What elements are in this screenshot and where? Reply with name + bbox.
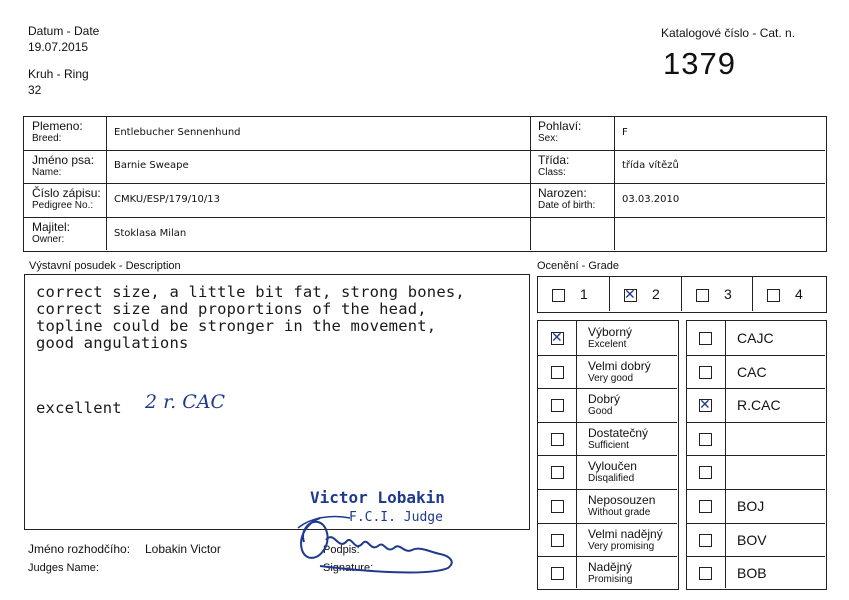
result-handwritten: 2 r. CAC (145, 391, 225, 413)
description-label: Výstavní posudek - Description (29, 260, 181, 272)
check-mark-icon: ✕ (699, 396, 711, 413)
place-3-label: 3 (724, 286, 732, 302)
title-label: R.CAC (737, 397, 781, 414)
qualification-checkbox[interactable] (551, 534, 564, 547)
qualification-grid (537, 320, 679, 590)
sex-label: Pohlaví: Sex: (538, 119, 582, 144)
description-box (24, 274, 530, 530)
qualification-label-en: Disqalified (588, 473, 635, 485)
catalog-label: Katalogové číslo - Cat. n. (661, 26, 796, 40)
qualification-label-en: Excelent (588, 339, 627, 350)
result-typed: excellent (36, 399, 122, 417)
description-line-4: good angulations (36, 334, 189, 352)
placement-row (537, 276, 827, 313)
qualification-label-en: Very good (588, 372, 634, 384)
qualification-label-en: Good (588, 406, 613, 418)
check-mark-icon: ✕ (551, 329, 563, 345)
date-label: Datum - Date (28, 24, 100, 38)
catalog-number: 1379 (663, 46, 736, 81)
qualification-label (588, 360, 651, 384)
description-line-3: topline could be stronger in the movement, (36, 317, 437, 335)
qualification-label-cz: Velmi dobrý (588, 358, 651, 373)
place-2-checkbox[interactable] (624, 286, 637, 302)
qualification-checkbox[interactable] (551, 399, 564, 412)
qualification-label (588, 393, 620, 417)
description-line-2: correct size and proportions of the head, (36, 300, 427, 318)
class-label: Třída: Class: (538, 153, 570, 178)
title-checkbox[interactable] (699, 433, 712, 446)
qualification-label-cz: Velmi nadějný (588, 526, 663, 541)
birth-label: Narozen: Date of birth: (538, 186, 596, 211)
check-mark-icon: ✕ (624, 286, 636, 302)
qualification-checkbox[interactable] (551, 366, 564, 379)
qualification-label-cz: Neposouzen (588, 493, 656, 507)
title-checkbox[interactable] (699, 466, 712, 479)
class-value: třída vítězů (622, 160, 679, 171)
qualification-checkbox[interactable] (551, 500, 564, 513)
description-line-1: correct size, a little bit fat, strong bones, (36, 283, 465, 301)
qualification-label-cz: Vyloučen (588, 459, 637, 474)
qualification-checkbox[interactable] (551, 466, 564, 479)
judge-name-label-en: Judges Name: (28, 562, 99, 574)
qualification-label-cz: Nadějný (588, 560, 633, 575)
title-label: CAC (737, 363, 767, 380)
owner-value: Stoklasa Milan (114, 228, 187, 239)
qualification-label (588, 460, 637, 484)
title-checkbox[interactable] (699, 567, 712, 580)
signature-label-en: Signature: (323, 562, 374, 574)
place-2-label: 2 (652, 286, 660, 302)
grade-label: Ocenění - Grade (537, 260, 619, 272)
judge-signature (280, 500, 470, 580)
owner-label: Majitel: Owner: (32, 220, 71, 245)
judge-stamp-title: F.C.I. Judge (349, 510, 443, 525)
title-checkbox[interactable] (699, 534, 712, 547)
qualification-label-en: Very promising (588, 540, 655, 552)
birth-value: 03.03.2010 (622, 194, 680, 205)
qualification-label (588, 561, 632, 585)
title-checkbox[interactable] (699, 332, 712, 345)
qualification-label (588, 494, 655, 518)
qualification-label-cz: Dobrý (588, 392, 621, 407)
qualification-label (588, 326, 632, 350)
qualification-label-cz: Dostatečný (588, 425, 649, 440)
place-4-label: 4 (795, 286, 803, 302)
signature-label: Podpis: (323, 544, 360, 556)
place-4-checkbox[interactable] (767, 289, 780, 302)
title-label: BOB (737, 565, 767, 582)
sex-value: F (622, 127, 628, 138)
title-checkbox[interactable] (699, 396, 712, 413)
breed-value: Entlebucher Sennenhund (114, 127, 241, 138)
title-label: CAJC (737, 330, 774, 346)
qualification-checkbox[interactable] (551, 329, 564, 345)
titles-grid (686, 320, 827, 590)
date-value: 19.07.2015 (28, 40, 89, 54)
breed-label: Plemeno: Breed: (32, 119, 83, 144)
ring-value: 32 (28, 83, 42, 97)
title-label: BOV (737, 531, 767, 548)
qualification-label-en: Without grade (588, 507, 651, 518)
place-1-checkbox[interactable] (552, 289, 565, 302)
place-1-label: 1 (580, 286, 588, 302)
dog-info-table (23, 116, 827, 252)
judge-stamp-name: Victor Lobakin (310, 488, 445, 507)
qualification-label (588, 528, 663, 552)
title-checkbox[interactable] (699, 500, 712, 513)
pedigree-label: Číslo zápisu: Pedigree No.: (32, 186, 101, 211)
title-label: BOJ (737, 498, 765, 514)
pedigree-value: CMKU/ESP/179/10/13 (114, 194, 220, 205)
qualification-checkbox[interactable] (551, 433, 564, 446)
name-label: Jméno psa: Name: (32, 153, 95, 178)
qualification-checkbox[interactable] (551, 567, 564, 580)
title-checkbox[interactable] (699, 366, 712, 379)
qualification-label-en: Sufficient (588, 439, 629, 451)
ring-label: Kruh - Ring (28, 67, 89, 81)
judge-name-value: Lobakin Victor (145, 542, 221, 556)
place-3-checkbox[interactable] (696, 289, 709, 302)
qualification-label (588, 427, 648, 451)
judge-name-label: Jméno rozhodčího: (28, 542, 131, 556)
qualification-label-en: Promising (588, 574, 633, 586)
qualification-label-cz: Výborný (588, 325, 633, 339)
name-value: Barnie Sweape (114, 160, 189, 171)
